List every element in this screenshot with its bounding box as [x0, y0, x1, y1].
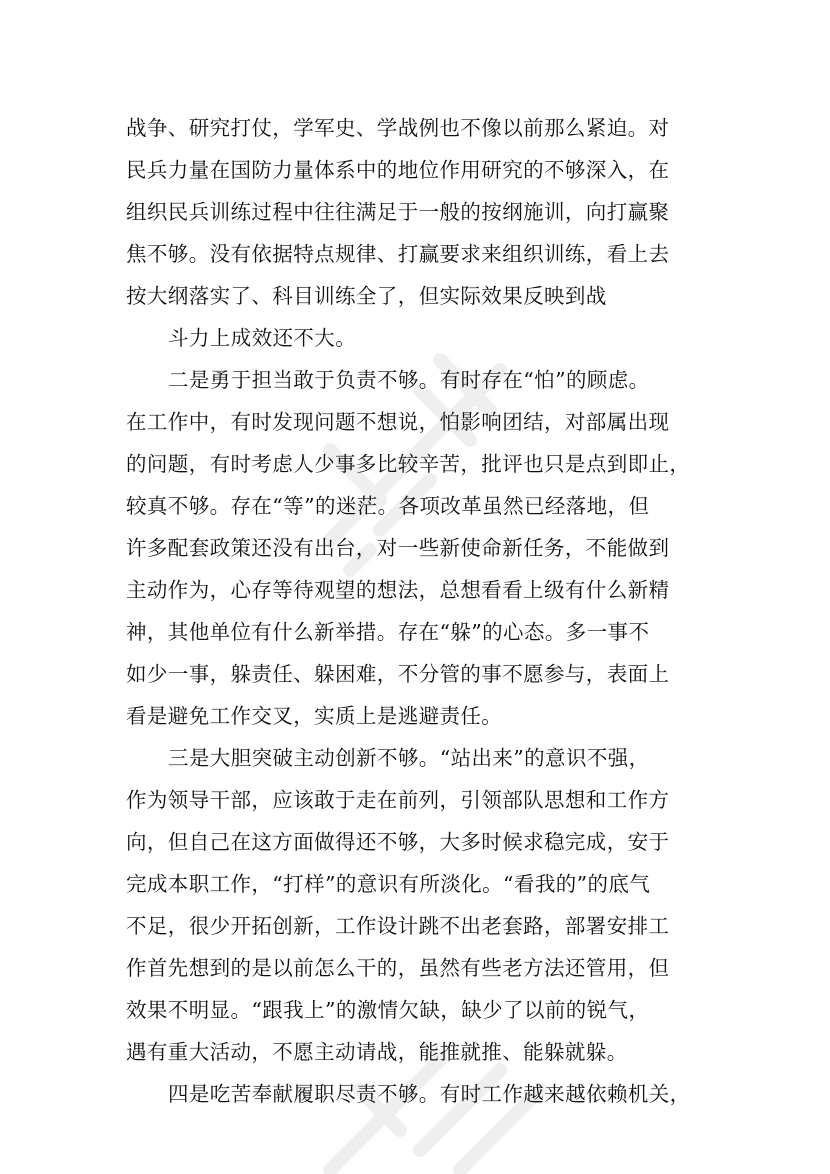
- text-line: 战争、研究打仗，学军史、学战例也不像以前那么紧迫。对: [126, 116, 670, 140]
- text-line: 许多配套政策还没有出台，对一些新使命新任务，不能做到: [126, 536, 670, 560]
- text-line: 在工作中，有时发现问题不想说，怕影响团结，对部属出现: [126, 410, 670, 434]
- paragraph-start: 三是大胆突破主动创新不够。“站出来”的意识不强，: [168, 746, 650, 770]
- text-line: 焦不够。没有依据特点规律、打赢要求来组织训练，看上去: [126, 242, 670, 266]
- text-line: 的问题，有时考虑人少事多比较辛苦，批评也只是点到即止，: [126, 452, 691, 476]
- text-line: 效果不明显。“跟我上”的激情欠缺，缺少了以前的锐气，: [126, 998, 650, 1022]
- text-line: 向，但自己在这方面做得还不够，大多时候求稳完成，安于: [126, 830, 670, 854]
- text-line: 不足，很少开拓创新，工作设计跳不出老套路，部署安排工: [126, 914, 670, 938]
- text-line: 完成本职工作，“打样”的意识有所淡化。“看我的”的底气: [126, 872, 651, 896]
- text-line: 看是避免工作交叉，实质上是逃避责任。: [126, 704, 503, 728]
- text-line: 按大纲落实了、科目训练全了，但实际效果反映到战: [126, 284, 607, 308]
- paragraph-start: 四是吃苦奉献履职尽责不够。有时工作越来越依赖机关，: [168, 1082, 691, 1106]
- text-line: 作首先想到的是以前怎么干的，虽然有些老方法还管用，但: [126, 956, 670, 980]
- text-line: 组织民兵训练过程中往往满足于一般的按纲施训，向打赢聚: [126, 200, 670, 224]
- text-line: 神，其他单位有什么新举措。存在“躲”的心态。多一事不: [126, 620, 650, 644]
- text-line: 遇有重大活动，不愿主动请战，能推就推、能躲就躲。: [126, 1040, 628, 1064]
- paragraph-start: 二是勇于担当敢于负责不够。有时存在“怕”的顾虑。: [168, 368, 650, 392]
- text-line: 斗力上成效还不大。: [168, 326, 357, 350]
- text-line: 民兵力量在国防力量体系中的地位作用研究的不够深入，在: [126, 158, 670, 182]
- text-line: 如少一事，躲责任、躲困难，不分管的事不愿参与，表面上: [126, 662, 670, 686]
- text-line: 较真不够。存在“等”的迷茫。各项改革虽然已经落地，但: [126, 494, 650, 518]
- text-line: 主动作为，心存等待观望的想法，总想看看上级有什么新精: [126, 578, 670, 602]
- text-line: 作为领导干部，应该敢于走在前列，引领部队思想和工作方: [126, 788, 670, 812]
